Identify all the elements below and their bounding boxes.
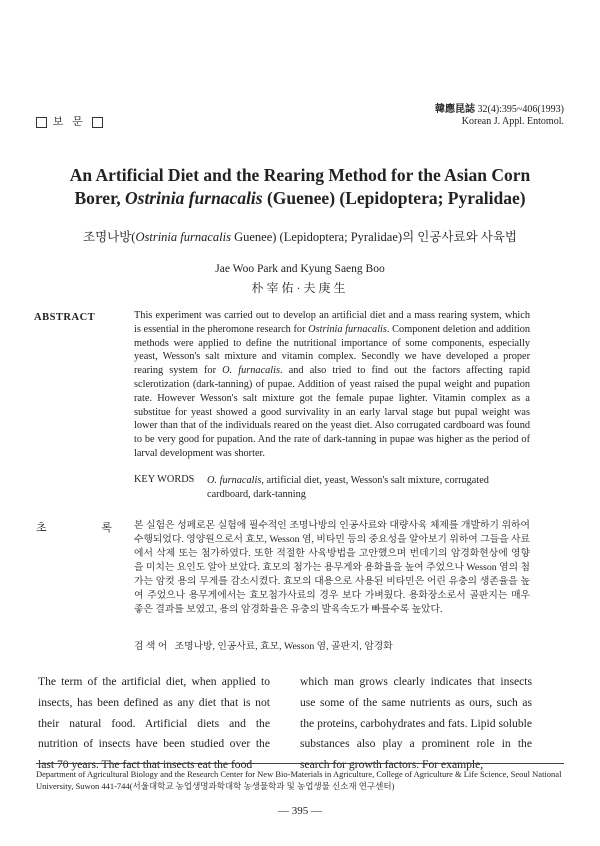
authors-hanja: 朴宰佑·夫庚生 [251, 281, 349, 295]
title-species: Ostrinia furnacalis [125, 188, 263, 208]
korean-title-prefix: 조명나방( [83, 230, 136, 244]
title-line-2 [30, 187, 570, 210]
abstract-heading: ABSTRACT [34, 312, 96, 323]
abstract-body [134, 309, 530, 461]
authors-english: Jae Woo Park and Kyung Saeng Boo [215, 263, 385, 275]
section-label-text: 보 문 [52, 116, 86, 128]
abstract-text-3: . and also tried to find out the factors affecting rapid sclerotization (dark-tanning) of pupae. Addition of yeast raised the pupal weight and pupation rate. However Wesson's salt mixture got the female pupae lighter. Vitamin complex as a substitue for yeast showed a good survivality in an early larval stage but pupal weight was lower than that of the individuals reared on the yeast diet. Also corrugated cardboard was found to be very good for pupation. And the rate of dark-tanning in pupae was higher as the period of larval development was shorter. [134, 365, 530, 459]
body-right-column: which man grows clearly indicates that insects use some of the same nutrients as ours, such as the proteins, carbohydrates and fats. Lipid soluble substances also play a prominent role in the search for growth factors. For example, [300, 675, 532, 772]
square-box-icon [92, 117, 103, 128]
body-left-column: The term of the artificial diet, when applied to insects, has been defined as any diet that is not their natural food. Artificial diets and the nutrition of insects have been studied over the last 70 years. The fact that insects eat the food [38, 675, 270, 772]
keywords-heading: KEY WORDS [134, 474, 195, 485]
journal-name: 韓應昆誌 [434, 104, 475, 115]
korean-title-species: Ostrinia furnacalis [135, 230, 231, 244]
korean-abstract-body: 본 실험은 성페로몬 실험에 필수적인 조명나방의 인공사료와 대량사육 체제를 개발하기 위하여 수행되었다. 영양원으로서 효모, Wesson 염, 비타민 등의 중요성을 알아보기 위하여 그들을 사료에서 삭제 또는 첨가하였다. 또한 적절한 사육방법을 고안했으며 번데기의 암경화현상에 영향을 미치는 요인도 알아 보았다. 효모의 첨가는 용무게와 용화율을 높여 주었으나 Wesson 염의 첨가는 암컷 용의 무게를 감소시켰다. 효모의 대용으로 사용된 비타민은 어린 유충의 생존율을 높여 주었으나 용무게에서는 효모첨가사료의 경우 보다 가벼웠다. 용화장소로서 골판지는 매우 좋은 결과를 보였고, 용의 암경화율은 유충의 발육속도가 빠를수록 높았다. [134, 520, 530, 615]
title-line-2-prefix: Borer, [74, 188, 125, 208]
korean-keywords-text: 조명나방, 인공사료, 효모, Wesson 염, 골판지, 암경화 [174, 641, 393, 652]
title-line-1: An Artificial Diet and the Rearing Method for the Asian Corn [69, 165, 531, 185]
abstract-species-2: O. furnacalis [222, 365, 281, 377]
title-line-2-suffix: (Guenee) (Lepidoptera; Pyralidae) [262, 188, 526, 208]
journal-citation-block [435, 104, 564, 128]
korean-keywords-heading: 검 색 어 [134, 641, 168, 652]
abstract-species-1: Ostrinia furnacalis [308, 323, 387, 335]
section-label [36, 113, 103, 129]
korean-title-suffix: Guenee) (Lepidoptera; Pyralidae)의 인공사료와 사육법 [230, 230, 517, 244]
korean-keywords [134, 638, 393, 652]
paper-title [30, 164, 570, 210]
keywords-body [207, 474, 529, 502]
keywords-text: , artificial diet, yeast, Wesson's salt mixture, corrugated cardboard, dark-tanning [207, 475, 489, 500]
journal-english-name: Korean J. Appl. Entomol. [461, 116, 564, 127]
abstract-text-1: This experiment was carried out to develop an artificial diet and a mass rearing system, which is essential in the pheromone research for [134, 310, 530, 335]
korean-title [30, 227, 570, 245]
affiliation-footnote: Department of Agricultural Biology and the Research Center for New Bio-Materials in Agriculture, College of Agriculture & Life Science, Seoul National University, Suwon 441-744(서울대학교 농업생명과학대학 농생물학과 및 농업생물 신소재 연구센터) [36, 769, 562, 791]
korean-abstract-heading: 초 록 [36, 522, 139, 534]
keywords-species: O. furnacalis [207, 475, 262, 486]
square-box-icon [36, 117, 47, 128]
abstract-text-2: . Component deletion and addition methods were applied to define the nutritional importance of some components, especially yeast, Wesson's salt mixture and vitamin complex. Secondly we have developed a proper rearing system for [134, 323, 530, 377]
journal-citation: 32(4):395~406(1993) [477, 104, 564, 115]
page-number: — 395 — [278, 805, 322, 817]
footnote-divider [36, 763, 564, 764]
